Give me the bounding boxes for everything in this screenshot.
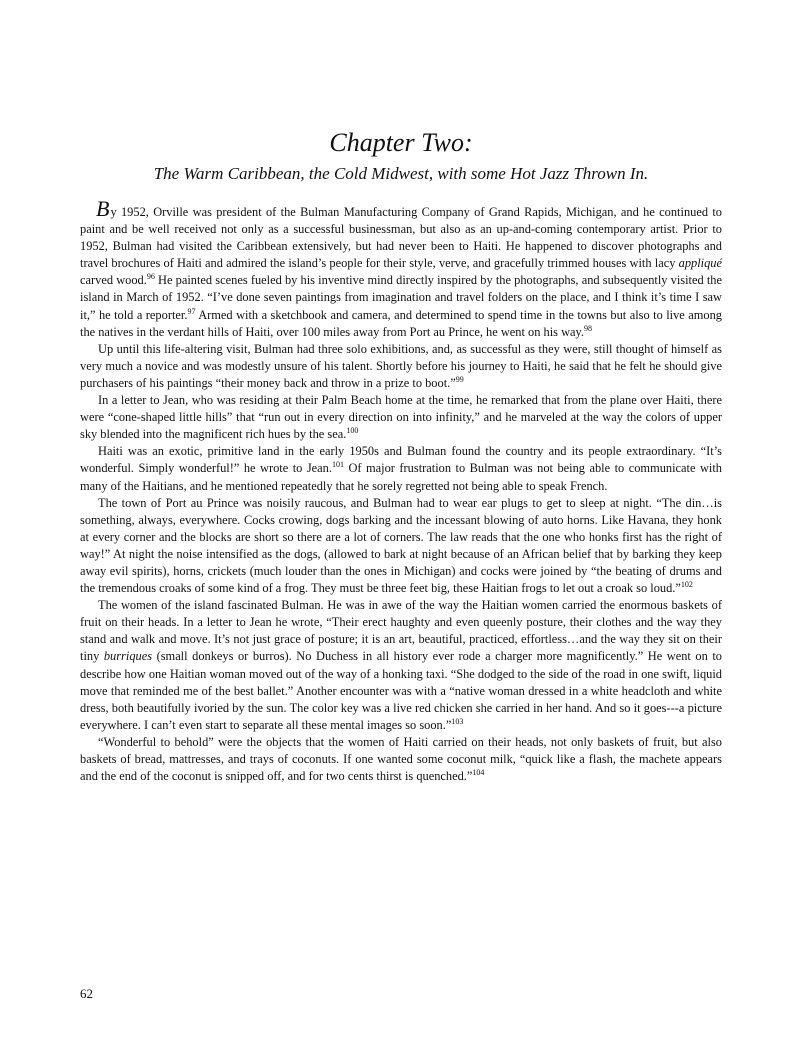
paragraph-text: The women of the island fascinated Bulman. He was in awe of the way the Haitian women carried the enormous baskets of fruit on their heads. In a letter to Jean he wrote, “Their erect haughty and even queenly posture, their clothes and the way they stand and walk and move. It’s not just grace of posture; it is an art, beautiful, practiced, effortless…and the way they sit on their tiny xyxy=(80,598,722,664)
footnote-ref: 102 xyxy=(680,580,693,590)
paragraph-4 xyxy=(80,443,722,494)
body-text xyxy=(80,196,723,785)
paragraph-text: (small donkeys or burros). No Duchess in all history ever rode a charger more magnificently.” He went on to describe how one Haitian woman moved out of the way of a honking taxi. “She dodged to the side of the road in one swift, liquid move that reminded me of the best ballet.” Another encounter was with a “native woman dressed in a white headcloth and white dress, both beautifully ivoried by the sun. The color key was a live red chicken she carried in her hand. And so it goes---a picture everywhere. I can’t even start to separate all these mental images so soon.” xyxy=(80,649,723,732)
emphasis-text: burriques xyxy=(103,649,153,664)
footnote-ref: 96 xyxy=(146,272,155,282)
footnote-ref: 103 xyxy=(451,716,464,726)
paragraph-text: In a letter to Jean, who was residing at their Palm Beach home at the time, he remarked that from the plane over Haiti, there were “cone-shaped little hills” that “run out in every direction on into infinity,” and he marveled at the way the colors of upper sky blended into the magnificent rich hues by the sea. xyxy=(80,393,722,442)
paragraph-text: Armed with a sketchbook and camera, and determined to spend time in the towns but also to live among the natives in the verdant hills of Haiti, over 100 miles away from Port au Prince, he went on his way. xyxy=(80,307,722,339)
emphasis-text: appliqué xyxy=(678,256,722,271)
paragraph-5 xyxy=(80,495,722,598)
paragraph-text: He painted scenes fueled by his inventive mind directly inspired by the photographs, and subsequently visited the island in March of 1952. “I’ve done seven paintings from imagination and travel folders on the place, and I think it’s time I saw it,” he told a reporter. xyxy=(80,273,723,322)
paragraph-text: carved wood. xyxy=(80,273,147,288)
paragraph-6 xyxy=(80,597,722,734)
paragraph-text: The town of Port au Prince was noisily raucous, and Bulman had to wear ear plugs to get to sleep at night. “The din…is something, always, everywhere. Cocks crowing, dogs barking and the incessant blowing of auto horns. Like Havana, they honk at every corner and the blocks are short so there are a lot of corners. The law reads that the one who honks first has the right of way!” At night the noise intensified as the dogs, (allowed to bark at night because of an African belief that by barking they keep away evil spirits), horns, crickets (much louder than the ones in Michigan) and cocks were joined by “the beating of drums and the tremendous croaks of some kind of a frog. They must be three feet big, these Haitian frogs to let out a croak so loud.” xyxy=(80,495,722,596)
paragraph-text: “Wonderful to behold” were the objects that the women of Haiti carried on their heads, not only baskets of fruit, but also baskets of bread, mattresses, and trays of coconuts. If one wanted some coconut milk, “quick like a flash, the machete appears and the end of the coconut is snipped off, and for two cents thirst is quenched.” xyxy=(80,734,722,784)
paragraph-text: Of major frustration to Bulman was not being able to communicate with many of the Haitians, and he mentioned repeatedly that he sorely regretted not being able to speak French. xyxy=(80,461,722,493)
paragraph-text: y 1952, Orville was president of the Bulman Manufacturing Company of Grand Rapids, Michigan, and he continued to paint and be well received not only as a successful businessman, but also as an up-and-coming contemporary artist. Prior to 1952, Bulman had visited the Caribbean extensively, but had never been to Haiti. He happened to discover photographs and travel brochures of Haiti and admired the island’s people for their style, verve, and gracefully trimmed houses with lacy xyxy=(80,205,722,271)
footnote-ref: 98 xyxy=(584,323,592,333)
paragraph-3 xyxy=(80,392,722,443)
chapter-subtitle: The Warm Caribbean, the Cold Midwest, with some Hot Jazz Thrown In. xyxy=(153,164,649,183)
page-number: 62 xyxy=(80,986,93,1001)
paragraph-2 xyxy=(80,341,722,392)
paragraph-text: Haiti was an exotic, primitive land in the early 1950s and Bulman found the country and its people extraordinary. “It’s wonderful. Simply wonderful!” he wrote to Jean. xyxy=(80,444,722,476)
footnote-ref: 97 xyxy=(187,306,196,316)
footnote-ref: 101 xyxy=(331,460,344,470)
footnote-ref: 99 xyxy=(455,374,464,384)
paragraph-7 xyxy=(80,734,722,785)
footnote-ref: 104 xyxy=(472,768,485,778)
drop-cap: B xyxy=(96,196,110,221)
chapter-title: Chapter Two: xyxy=(329,128,473,157)
footnote-ref: 100 xyxy=(346,426,359,436)
paragraph-1 xyxy=(80,196,723,341)
paragraph-text: Up until this life-altering visit, Bulman had three solo exhibitions, and, as successful as they were, still thought of himself as very much a novice and was modestly unsure of his talent. Shortly before his journey to Haiti, he said that he felt he should give purchasers of his paintings “their money back and throw in a prize to boot.” xyxy=(80,341,722,390)
